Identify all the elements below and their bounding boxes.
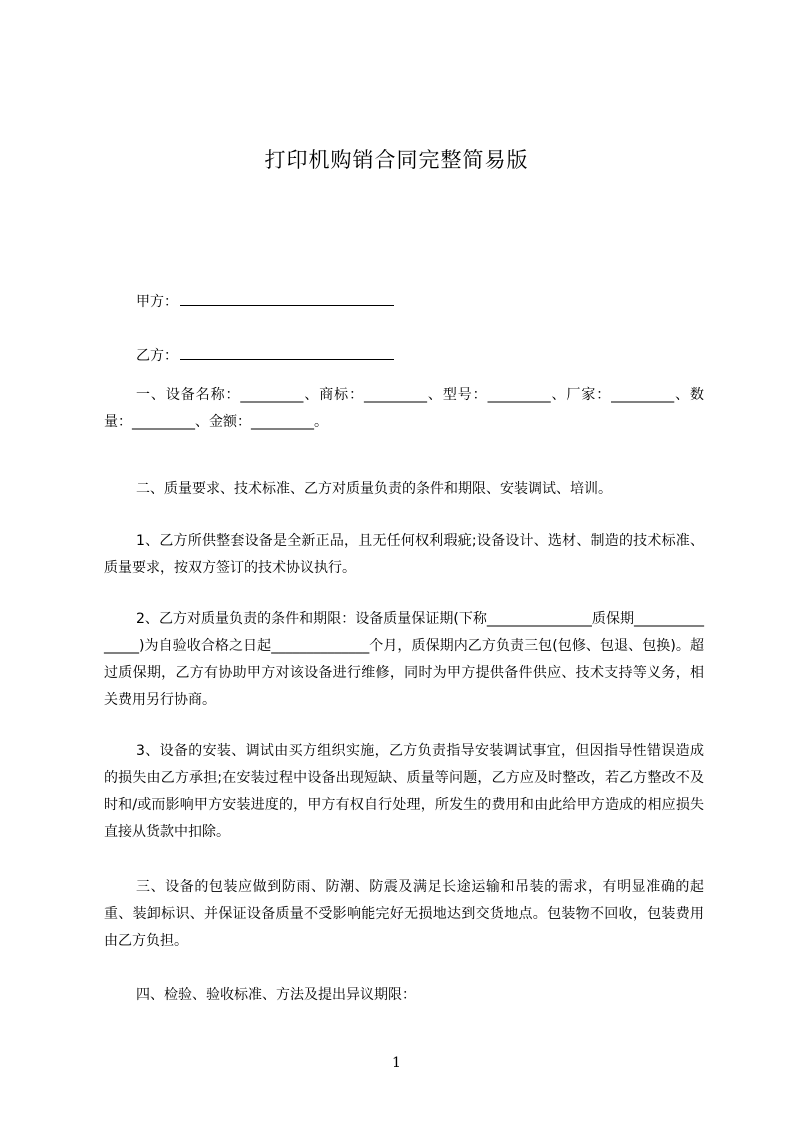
document-title: 打印机购销合同完整简易版 <box>264 148 529 172</box>
page-number: 1 <box>392 1055 401 1071</box>
party-b-field <box>136 345 394 365</box>
party-a-label: 甲方： <box>136 294 178 310</box>
party-b-label: 乙方： <box>136 348 178 364</box>
party-a-field <box>136 291 394 311</box>
clause-paragraph: 二、质量要求、技术标准、乙方对质量负责的条件和期限、安装调试、培训。 <box>136 481 612 497</box>
party-b-blank[interactable] <box>180 347 394 360</box>
clause-paragraph: 三、设备的包装应做到防雨、防潮、防震及满足长途运输和吊装的需求，有明显准确的起重、装卸标识、并保证设备质量不受影响能完好无损地达到交货地点。包装物不回收，包装费用由乙方负担。 <box>104 879 704 949</box>
clause-paragraph: 一、设备名称：_________、商标：_________、型号：_________、厂家：_________、数量：_________、金额：_________。 <box>104 387 704 430</box>
clause-paragraph: 2、乙方对质量负责的条件和期限：设备质量保证期(下称_______________质保期_______________)为自验收合格之日起______________个月，质保期内乙方负责三包(包修、包退、包换)。超过质保期，乙方有协助甲方对该设备进行维修，同时为甲方提供备件供应、技术支持等义务，相关费用另行协商。 <box>104 611 704 708</box>
party-a-blank[interactable] <box>180 293 394 306</box>
clause-paragraph: 3、设备的安装、调试由买方组织实施，乙方负责指导安装调试事宜，但因指导性错误造成的损失由乙方承担;在安装过程中设备出现短缺、质量等问题，乙方应及时整改，若乙方整改不及时和/或而影响甲方安装进度的，甲方有权自行处理，所发生的费用和由此给甲方造成的相应损失直接从货款中扣除。 <box>104 743 704 840</box>
clause-paragraph: 1、乙方所供整套设备是全新正品，且无任何权利瑕疵;设备设计、选材、制造的技术标准、质量要求，按双方签订的技术协议执行。 <box>104 533 704 576</box>
clause-paragraph: 四、检验、验收标准、方法及提出异议期限： <box>136 987 416 1003</box>
